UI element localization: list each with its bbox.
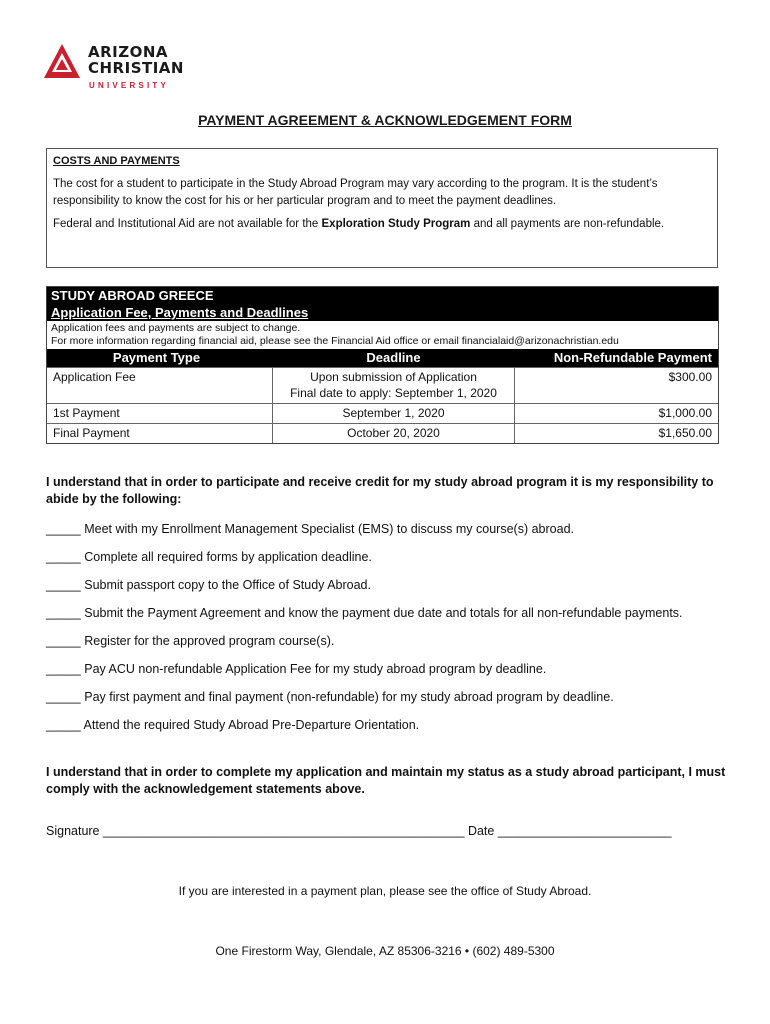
header-non-refundable-payment: Non-Refundable Payment [553, 350, 712, 365]
list-item[interactable]: _____ Complete all required forms by application deadline. [46, 550, 372, 564]
list-item[interactable]: _____ Register for the approved program course(s). [46, 634, 335, 648]
deadline-cell: September 1, 2020 [272, 404, 515, 423]
program-name: Exploration Study Program [321, 218, 471, 230]
deadline-cell: October 20, 2020 [272, 424, 515, 443]
fee-table-notes [47, 321, 718, 349]
university-address: One Firestorm Way, Glendale, AZ 85306-3216 • (602) 489-5300 [215, 944, 555, 958]
amount-cell: $300.00 [668, 370, 712, 384]
deadline-line-2: Final date to apply: September 1, 2020 [290, 386, 497, 400]
payment-type-cell: 1st Payment [53, 406, 120, 420]
costs-paragraph-2-end: and all payments are non-refundable. [470, 218, 665, 230]
header-deadline: Deadline [366, 350, 421, 365]
list-item[interactable]: _____ Submit the Payment Agreement and know the payment due date and totals for all non-refundable payments. [46, 606, 683, 620]
fee-table-header [47, 349, 718, 367]
table-row [47, 367, 718, 403]
fee-note-2: For more information regarding financial aid, please see the Financial Aid office or email financialaid@arizonachristian.edu [51, 335, 619, 347]
payment-plan-note: If you are interested in a payment plan, please see the office of Study Abroad. [178, 884, 592, 898]
responsibility-statement: I understand that in order to participate and receive credit for my study abroad program it is my responsibility to abide by the following: [46, 475, 714, 506]
list-item[interactable]: _____ Pay first payment and final payment (non-refundable) for my study abroad program by deadline. [46, 690, 614, 704]
table-row [47, 403, 718, 423]
compliance-statement: I understand that in order to complete my application and maintain my status as a study abroad participant, I must comply with the acknowledgement statements above. [46, 765, 726, 796]
fee-table-title-bar [47, 287, 718, 321]
costs-paragraph-2-start: Federal and Institutional Aid are not available for the [53, 218, 322, 230]
deadline-cell [272, 368, 515, 403]
header-payment-type: Payment Type [112, 350, 201, 365]
fee-table [46, 286, 719, 444]
fee-table-subtitle: Application Fee, Payments and Deadlines [51, 305, 309, 320]
acknowledgement-list [46, 520, 736, 744]
list-item[interactable]: _____ Meet with my Enrollment Management Specialist (EMS) to discuss my course(s) abroad. [46, 522, 574, 536]
amount-cell: $1,650.00 [658, 426, 712, 440]
costs-and-payments-box [46, 148, 718, 268]
payment-type-cell: Application Fee [53, 370, 136, 384]
list-item[interactable]: _____ Pay ACU non-refundable Application Fee for my study abroad program by deadline. [46, 662, 547, 676]
costs-heading: COSTS AND PAYMENTS [53, 155, 180, 167]
logo-text-university: UNIVERSITY [89, 81, 170, 90]
costs-paragraph-1: The cost for a student to participate in the Study Abroad Program may vary according to the program. It is the student’s responsibility to know the cost for his or her particular program and to meet the payment deadlines. [53, 178, 658, 207]
signature-date-line[interactable]: Signature ____________________________________________________ Date _________________________ [46, 824, 672, 838]
logo-text-arizona: ARIZONA [88, 43, 169, 61]
form-title: PAYMENT AGREEMENT & ACKNOWLEDGEMENT FORM [198, 112, 572, 128]
costs-paragraph-2 [53, 216, 711, 233]
fee-table-title: STUDY ABROAD GREECE [51, 288, 214, 303]
list-item[interactable]: _____ Attend the required Study Abroad Pre-Departure Orientation. [46, 718, 420, 732]
list-item[interactable]: _____ Submit passport copy to the Office of Study Abroad. [46, 578, 371, 592]
deadline-line-1: Upon submission of Application [310, 370, 477, 384]
fee-note-1: Application fees and payments are subject to change. [51, 322, 301, 334]
payment-type-cell: Final Payment [53, 426, 130, 440]
university-logo [44, 44, 204, 94]
logo-text-christian: CHRISTIAN [88, 59, 184, 77]
amount-cell: $1,000.00 [658, 406, 712, 420]
logo-mark-icon [44, 44, 80, 78]
table-row [47, 423, 718, 443]
